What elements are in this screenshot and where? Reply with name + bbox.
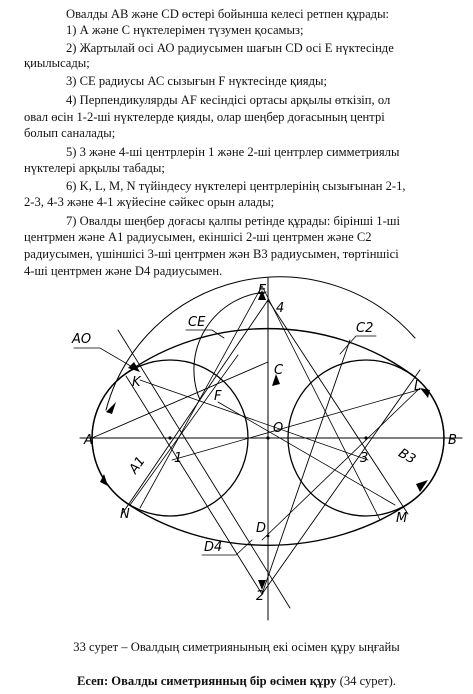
text-line: 1) А және С нүктелерімен түзумен қосамыз; [66, 23, 304, 37]
text-line: радиусымен, үшіншісі 3-ші центрмен жән В3 радиусымен, төртіншісі [24, 247, 399, 261]
text-line: 6) K, L, M, N түйіндесу нүктелері центрлерінің сызығынан 2-1, [66, 179, 406, 193]
text-line: Овалды АВ және CD өстері бойынша келесі ретпен құрады: [66, 7, 390, 21]
label-b: B [448, 433, 457, 448]
label-3: 3 [360, 451, 369, 466]
task-heading [0, 674, 473, 689]
arrow-l [420, 388, 430, 398]
line-ac [92, 362, 268, 438]
label-o: O [273, 421, 284, 436]
line-2-3 [262, 370, 420, 594]
arrow-m [416, 480, 428, 492]
label-d: D [256, 521, 267, 536]
text-line: центрмен және А1 радиусымен, екіншісі 2-ші центрмен және С2 [24, 230, 372, 244]
text-line: қиылысады; [24, 56, 90, 70]
text-line: 2-3, 4-3 және 4-1 жүйесіне сәйкес орын алады; [24, 195, 275, 209]
label-l: L [414, 379, 422, 394]
label-2: 2 [256, 589, 265, 604]
label-m: M [396, 511, 408, 526]
text-line: овал өсін 1-2-ші нүктелерде қияды, олар шеңбер доғасының центрі [24, 110, 385, 124]
line-4-3 [268, 300, 408, 514]
label-k: K [132, 375, 141, 390]
text-line: болып саналады; [24, 126, 116, 140]
label-f: F [214, 389, 222, 404]
text-line: 3) СЕ радиусы АС сызығын F нүктесінде қияды; [66, 74, 327, 88]
label-b3: B3 [395, 445, 419, 468]
line-4-1 [122, 300, 268, 514]
label-a: A [84, 433, 93, 448]
line-n-f [130, 355, 238, 505]
label-ao: AO [72, 332, 92, 347]
point-1 [168, 436, 171, 439]
text-line: 4-ші центрмен және D4 радиусымен. [24, 264, 223, 278]
text-line: 4) Перпендикулярды AF кесіндісі ортасы арқылы өткізіп, ол [66, 93, 391, 107]
text-line: 2) Жартылай осі АО радиусымен шағын CD осі Е нүктесінде [66, 41, 394, 55]
text-line: нүктелері арқылы табады; [24, 161, 165, 175]
text-line: 5) 3 және 4-ші центрлерін 1 және 2-ші центрлер симметриялы [66, 145, 400, 159]
figure-caption: 33 сурет – Овалдың симетриянының екі осімен құру ыңғайы [73, 640, 400, 654]
point-o [266, 436, 269, 439]
arc-ce [194, 292, 266, 400]
label-1: 1 [174, 451, 183, 466]
label-c2: C2 [356, 321, 374, 336]
point-3 [364, 436, 367, 439]
task-heading-rest: (34 сурет). [336, 674, 397, 688]
label-n: N [120, 507, 130, 522]
task-heading-bold: Есеп: Овалды симетриянның бір өсімен құру [76, 674, 337, 688]
label-e: E [258, 283, 267, 298]
label-4: 4 [276, 301, 285, 316]
text-line: 7) Овалды шеңбер доғасы қалпы ретінде құрады: бірінші 1-ші [66, 214, 400, 228]
label-c: C [274, 363, 284, 378]
label-ce: CE [188, 315, 206, 330]
label-d4: D4 [204, 540, 223, 555]
point-d [267, 535, 270, 538]
label-a1: A1 [126, 453, 149, 477]
